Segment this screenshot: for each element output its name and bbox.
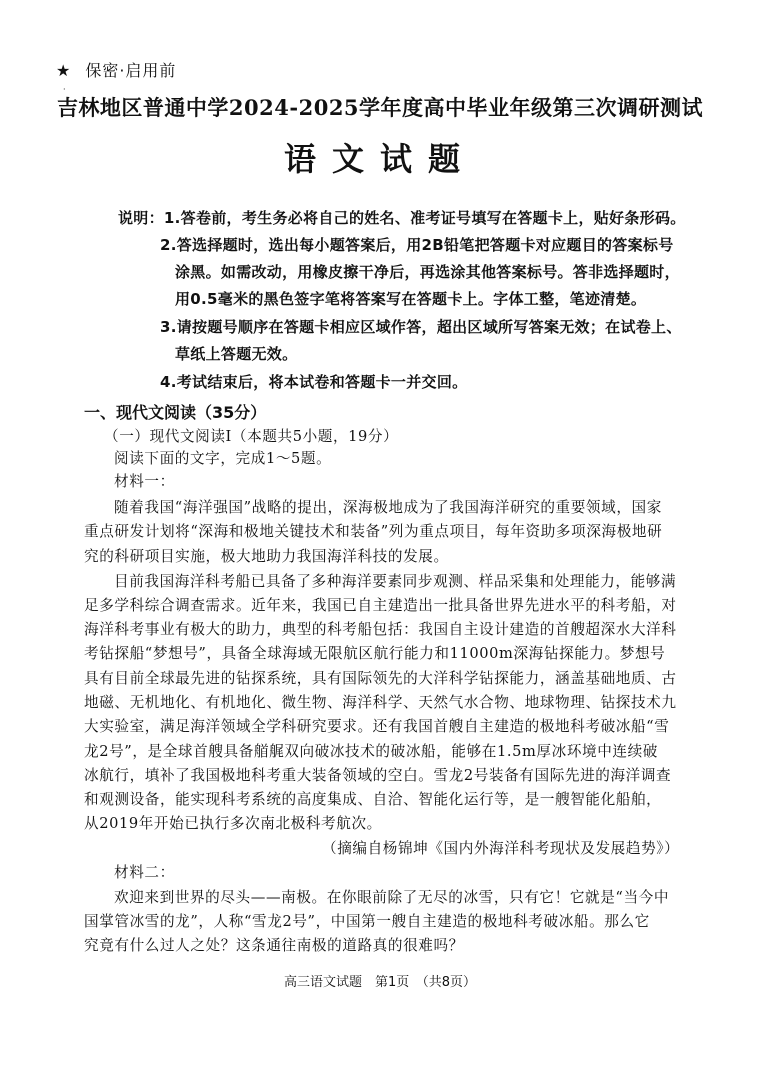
paragraph-line: 冰航行，填补了我国极地科考重大装备领域的空白。雪龙2号装备有国际先进的海洋调查 bbox=[84, 767, 672, 784]
source-citation: （摘编自杨锦坤《国内外海洋科考现状及发展趋势》） bbox=[322, 840, 680, 857]
paragraph-line: 龙2号”，是全球首艘具备艏艉双向破冰技术的破冰船，能够在1.5m厚冰环境中连续破 bbox=[84, 743, 658, 760]
paragraph-line: 究的科研项目实施，极大地助力我国海洋科技的发展。 bbox=[84, 548, 449, 565]
paragraph-line: 目前我国海洋科考船已具备了多种海洋要素同步观测、样品采集和处理能力，能够满 bbox=[114, 573, 677, 590]
confidential-label bbox=[56, 58, 176, 81]
paragraph-line: 具有目前全球最先进的钻探系统，具有国际领先的大洋科学钻探能力，涵盖基础地质、古 bbox=[84, 670, 677, 687]
paragraph-line: 和观测设备，能实现科考系统的高度集成、自洽、智能化运行等，是一艘智能化船舶， bbox=[84, 791, 662, 808]
confidential-text: 保密·启用前 bbox=[85, 61, 177, 80]
material-2-label: 材料二： bbox=[114, 864, 175, 881]
instructions-line-2: 2.答选择题时，选出每小题答案后，用2B铅笔把答题卡对应题目的答案标号 bbox=[160, 236, 674, 254]
material-1-label: 材料一： bbox=[114, 473, 175, 490]
paragraph-line: 从2019年开始已执行多次南北极科考航次。 bbox=[84, 815, 382, 832]
dot-mark: · bbox=[63, 85, 66, 94]
star-icon: ★ bbox=[56, 61, 72, 80]
instructions-line-3: 涂黑。如需改动，用橡皮擦干净后，再选涂其他答案标号。答非选择题时， bbox=[175, 263, 680, 281]
instructions-label: 说明： bbox=[118, 209, 164, 227]
instructions-line-7: 4.考试结束后，将本试卷和答题卡一并交回。 bbox=[160, 373, 468, 391]
paragraph-line: 地磁、无机地化、有机地化、微生物、海洋科学、天然气水合物、地球物理、钻探技术九 bbox=[84, 694, 677, 711]
paragraph-line: 足多学科综合调查需求。近年来，我国已自主建造出一批具备世界先进水平的科考船，对 bbox=[84, 597, 677, 614]
exam-title: 吉林地区普通中学2024-2025学年度高中毕业年级第三次调研测试 bbox=[56, 95, 704, 120]
page-footer: 高三语文试题 第1页 （共8页） bbox=[283, 975, 477, 990]
paragraph-line: 大实验室，满足海洋领域全学科研究要求。还有我国首艘自主建造的极地科考破冰船“雪 bbox=[84, 718, 670, 735]
paragraph-line: 国掌管冰雪的龙”，人称“雪龙2号”，中国第一艘自主建造的极地科考破冰船。那么它 bbox=[84, 913, 650, 930]
subject-title: 语文试题 bbox=[283, 140, 476, 178]
paragraph-line: 欢迎来到世界的尽头——南极。在你眼前除了无尽的冰雪，只有它！它就是“当今中 bbox=[114, 889, 670, 906]
reading-prompt: 阅读下面的文字，完成1～5题。 bbox=[114, 450, 332, 467]
paragraph-line: 考钻探船“梦想号”，具备全球海域无限航区航行能力和11000m深海钻探能力。梦想号 bbox=[84, 645, 666, 662]
subsection-title: （一）现代文阅读Ⅰ（本题共5小题，19分） bbox=[104, 428, 399, 445]
instructions-line-4: 用0.5毫米的黑色签字笔将答案写在答题卡上。字体工整，笔迹清楚。 bbox=[175, 290, 647, 308]
paragraph-line: 重点研发计划将“深海和极地关键技术和装备”列为重点项目，每年资助多项深海极地研 bbox=[84, 523, 663, 540]
instructions-line-6: 草纸上答题无效。 bbox=[175, 345, 298, 363]
paragraph-line: 海洋科考事业有极大的助力，典型的科考船包括：我国自主设计建造的首艘超深水大洋科 bbox=[84, 621, 677, 638]
instructions-line-5: 3.请按题号顺序在答题卡相应区域作答，超出区域所写答案无效；在试卷上、 bbox=[160, 318, 682, 336]
instructions-line-1: 说明：1.答卷前，考生务必将自己的姓名、准考证号填写在答题卡上，贴好条形码。 bbox=[118, 209, 686, 227]
paragraph-line: 随着我国“海洋强国”战略的提出，深海极地成为了我国海洋研究的重要领域，国家 bbox=[114, 499, 662, 516]
section-title: 一、现代文阅读（35分） bbox=[84, 403, 267, 422]
paragraph-line: 究竟有什么过人之处？这条通往南极的道路真的很难吗？ bbox=[84, 937, 464, 954]
